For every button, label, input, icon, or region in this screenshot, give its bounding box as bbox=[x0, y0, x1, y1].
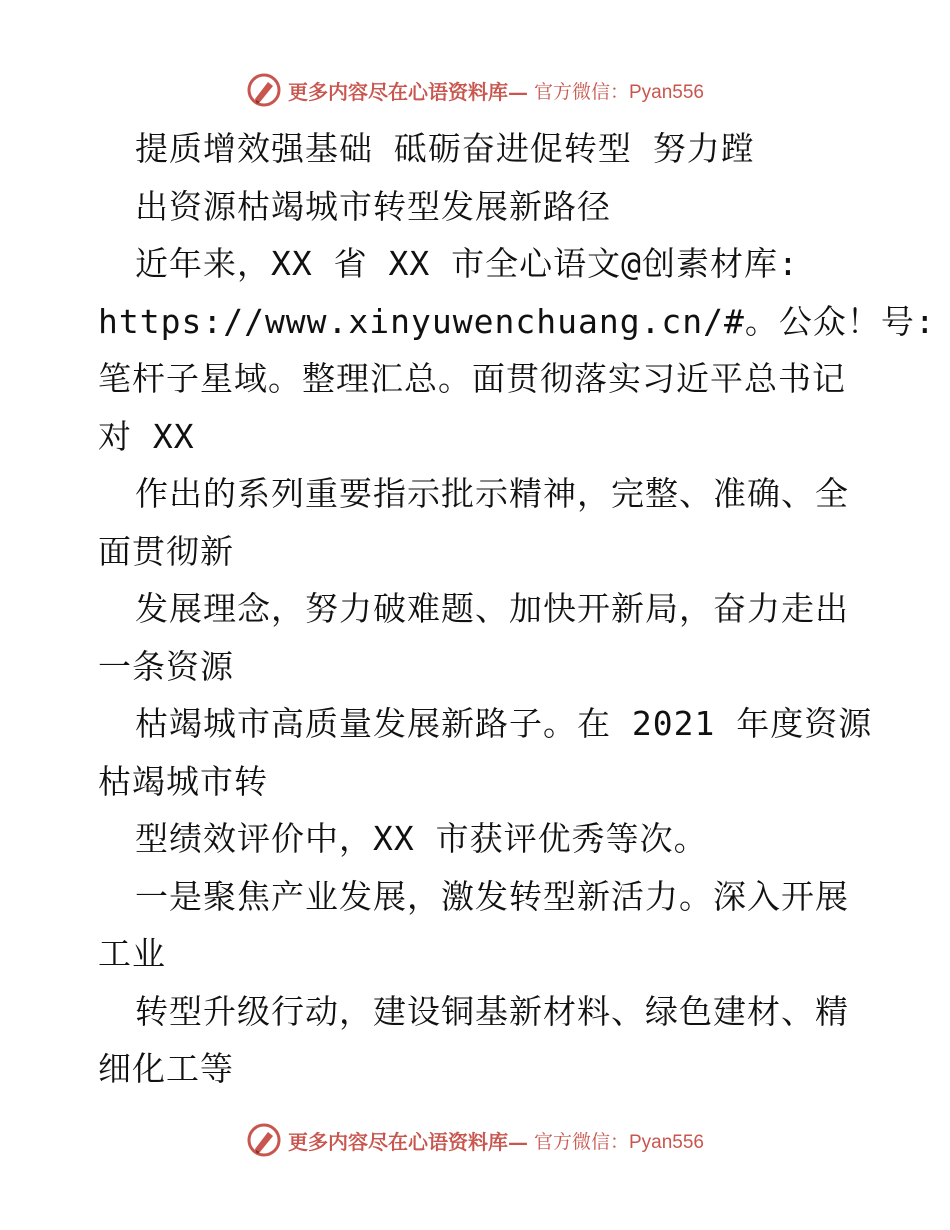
document-line: 笔杆子星域。整理汇总。面贯彻落实习近平总书记 bbox=[98, 359, 846, 398]
document-line: 转型升级行动，建设铜基新材料、绿色建材、精 bbox=[135, 991, 849, 1031]
banner-text: 更多内容尽在心语资料库— bbox=[287, 79, 528, 104]
document-line: 对 XX bbox=[98, 416, 195, 456]
document-line: 一条资源 bbox=[98, 646, 234, 686]
document-line: 型绩效评价中，XX 市获评优秀等次。 bbox=[135, 819, 708, 858]
document-line: 枯竭城市高质量发展新路子。在 2021 年度资源 bbox=[135, 704, 873, 743]
document-line: 面贯彻新 bbox=[98, 531, 234, 571]
pen-logo-icon bbox=[246, 1122, 282, 1158]
footer-watermark-banner bbox=[0, 1120, 950, 1160]
document-line: https://www.xinyuwenchuang.cn/#。公众！号: bbox=[98, 301, 936, 341]
document-line: 出资源枯竭城市转型发展新路径 bbox=[135, 186, 611, 226]
document-line: 一是聚焦产业发展，激发转型新活力。深入开展 bbox=[135, 876, 849, 916]
document-line: 工业 bbox=[98, 934, 166, 973]
document-line: 细化工等 bbox=[98, 1049, 234, 1088]
banner-text: 更多内容尽在心语资料库— bbox=[287, 1129, 528, 1154]
document-line: 发展理念，努力破难题、加快开新局，奋力走出 bbox=[135, 589, 849, 628]
banner-contact: 官方微信：Pyan556 bbox=[533, 81, 704, 103]
document-line: 枯竭城市转 bbox=[98, 761, 268, 801]
document-line: 提质增效强基础 砥砺奋进促转型 努力蹚 bbox=[135, 129, 755, 168]
pen-logo-icon bbox=[246, 72, 282, 108]
header-watermark-banner bbox=[0, 70, 950, 110]
document-line: 近年来，XX 省 XX 市全心语文@创素材库: bbox=[135, 244, 799, 283]
document-line: 作出的系列重要指示批示精神，完整、准确、全 bbox=[135, 474, 849, 513]
banner-contact: 官方微信：Pyan556 bbox=[533, 1131, 704, 1153]
document-body bbox=[98, 120, 936, 1098]
